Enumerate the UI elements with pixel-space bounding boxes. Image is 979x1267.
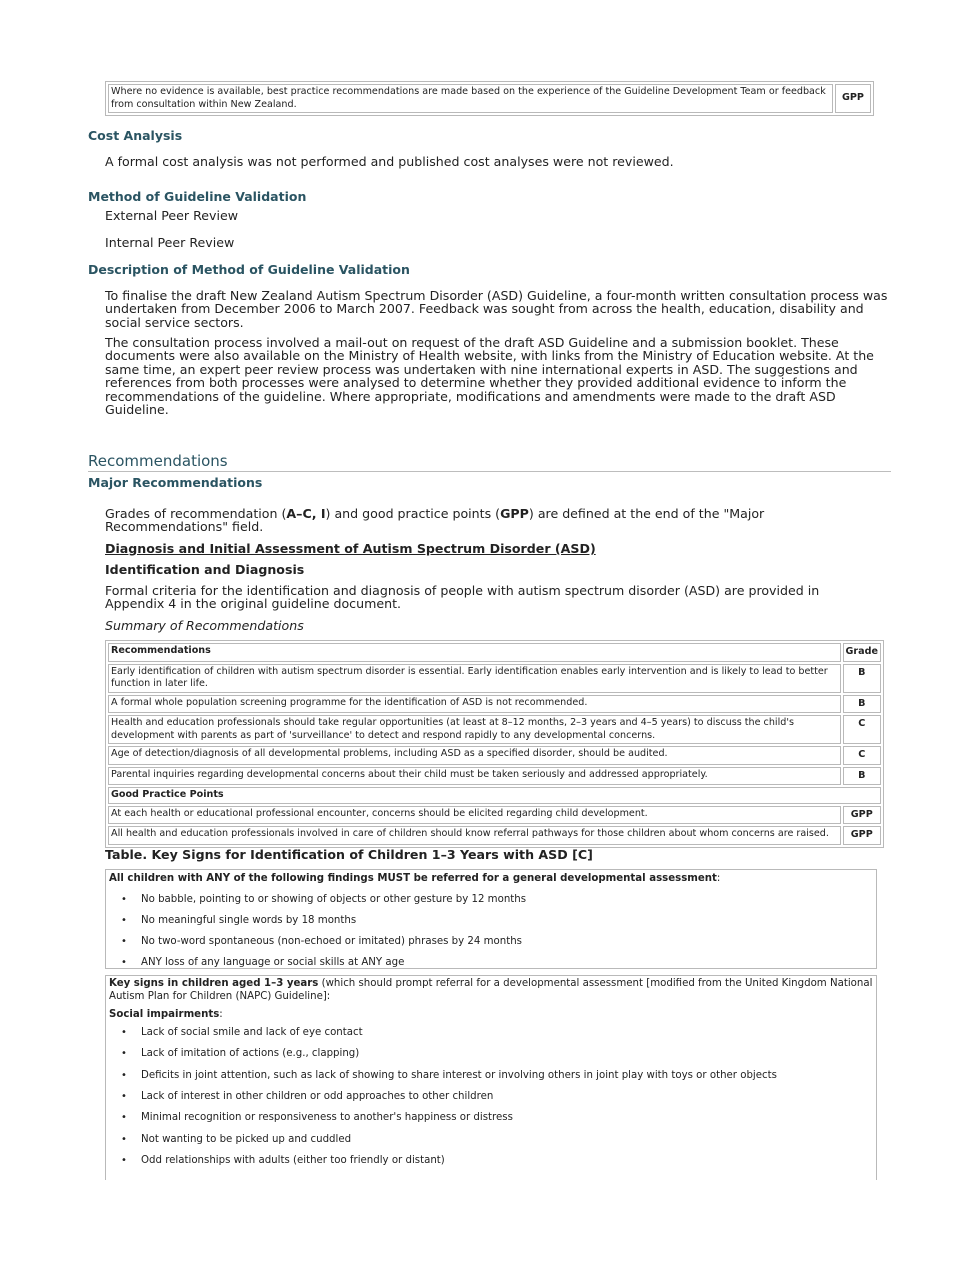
list-item: • ANY loss of any language or social skills at ANY age xyxy=(109,952,873,973)
evidence-table xyxy=(105,81,874,116)
grades-intro-text: ) and good practice points ( xyxy=(325,506,501,521)
grade-cell: B xyxy=(843,767,881,786)
list-item: • Deficits in joint attention, such as lack of showing to share interest or involving others in joint play with toys or other objects xyxy=(109,1065,873,1086)
social-impairments-label: Social impairments: xyxy=(109,1009,223,1021)
diagnosis-heading: Diagnosis and Initial Assessment of Autism Spectrum Disorder (ASD) xyxy=(105,541,596,556)
cost-analysis-text: A formal cost analysis was not performed and published cost analyses were not reviewed. xyxy=(105,154,674,169)
table-row xyxy=(108,826,881,845)
validation-paragraph: The consultation process involved a mail-out on request of the draft ASD Guideline and a submission booklet. These documents were also available on the Ministry of Health website, with links from the Ministry of Education website. At the same time, an expert peer review process was undertaken with nine international experts in ASD. The suggestions and references from both processes were analysed to determine whether they provided additional evidence to inform the recommendations of the guideline. Where appropriate, modifications and amendments were made to the draft ASD Guideline. xyxy=(105,335,874,418)
key-signs-title: Table. Key Signs for Identification of Children 1–3 Years with ASD [C] xyxy=(105,847,593,862)
identification-heading: Identification and Diagnosis xyxy=(105,562,305,577)
column-header: Recommendations xyxy=(108,643,841,662)
grade-cell: C xyxy=(843,715,881,744)
table-cell: Early identification of children with autism spectrum disorder is essential. Early identification enables early intervention and is likely to lead to better function in later life. xyxy=(108,664,841,693)
grades-range: A–C, I xyxy=(286,506,326,521)
table-cell: A formal whole population screening programme for the identification of ASD is not recommended. xyxy=(108,695,841,714)
grade-cell: B xyxy=(843,664,881,693)
box2-heading xyxy=(109,978,874,1003)
box2-heading-rest: (which should prompt referral for a developmental assessment [modified from the United Kingdom National Autism Plan for Children (NAPC) Guideline]: xyxy=(109,978,873,1002)
list-item: • Odd relationships with adults (either too friendly or distant) xyxy=(109,1150,873,1171)
validation-paragraph: To finalise the draft New Zealand Autism Spectrum Disorder (ASD) Guideline, a four-month written consultation process was undertaken from December 2006 to March 2007. Feedback was sought from across the health, education, disability and social service sectors. xyxy=(105,288,888,330)
grade-cell: GPP xyxy=(843,826,881,845)
gpp-heading-cell: Good Practice Points xyxy=(108,787,881,804)
table-row xyxy=(108,84,871,113)
social-list xyxy=(109,1022,873,1171)
validation-item: Internal Peer Review xyxy=(105,235,235,250)
gpp-label: GPP xyxy=(500,506,529,521)
table-row xyxy=(108,715,881,744)
list-item: • Lack of interest in other children or odd approaches to other children xyxy=(109,1086,873,1107)
cost-analysis-heading: Cost Analysis xyxy=(88,128,183,143)
list-item: • No two-word spontaneous (non-echoed or imitated) phrases by 24 months xyxy=(109,931,873,952)
grades-intro-text: ) are defined at the end of the "Major Recommendations" field. xyxy=(105,506,765,535)
key-signs-box-1 xyxy=(105,869,877,969)
grade-cell: GPP xyxy=(835,84,871,113)
box1-heading-text: All children with ANY of the following findings MUST be referred for a general developmental assessment xyxy=(109,873,717,884)
column-header: Grade xyxy=(843,643,881,662)
validation-method-heading: Method of Guideline Validation xyxy=(88,189,307,204)
major-recommendations-heading: Major Recommendations xyxy=(88,475,263,490)
grade-cell: C xyxy=(843,746,881,765)
table-cell: All health and education professionals involved in care of children should know referral pathways for those children about whom concerns are raised. xyxy=(108,826,841,845)
list-item: • Lack of social smile and lack of eye contact xyxy=(109,1022,873,1043)
table-cell: At each health or educational professional encounter, concerns should be elicited regarding child development. xyxy=(108,806,841,825)
box1-list xyxy=(109,889,873,973)
list-item: • Lack of imitation of actions (e.g., clapping) xyxy=(109,1043,873,1064)
table-row xyxy=(108,767,881,786)
social-label-text: Social impairments xyxy=(109,1009,220,1021)
identification-text: Formal criteria for the identification and diagnosis of people with autism spectrum disorder (ASD) are provided in Appendix 4 in the original guideline document. xyxy=(105,583,820,612)
table-row xyxy=(108,695,881,714)
table-header-row xyxy=(108,643,881,662)
list-item: • No meaningful single words by 18 months xyxy=(109,910,873,931)
box2-heading-bold: Key signs in children aged 1–3 years xyxy=(109,978,319,989)
key-signs-box-2 xyxy=(105,975,877,1180)
list-item: • Not wanting to be picked up and cuddled xyxy=(109,1129,873,1150)
grade-cell: B xyxy=(843,695,881,714)
table-cell: Where no evidence is available, best practice recommendations are made based on the experience of the Guideline Development Team or feedback from consultation within New Zealand. xyxy=(108,84,833,113)
table-row xyxy=(108,746,881,765)
recommendations-section-title: Recommendations xyxy=(88,452,891,472)
table-row xyxy=(108,806,881,825)
grade-cell: GPP xyxy=(843,806,881,825)
list-item: • Minimal recognition or responsiveness to another's happiness or distress xyxy=(109,1107,873,1128)
validation-description-heading: Description of Method of Guideline Validation xyxy=(88,262,410,277)
summary-table xyxy=(105,640,884,848)
box1-heading: All children with ANY of the following findings MUST be referred for a general developmental assessment: xyxy=(109,873,721,884)
table-row xyxy=(108,664,881,693)
grades-intro-text: Grades of recommendation ( xyxy=(105,506,287,521)
table-cell: Age of detection/diagnosis of all developmental problems, including ASD as a specified disorder, should be audited. xyxy=(108,746,841,765)
table-cell: Health and education professionals should take regular opportunities (at least at 8–12 months, 2–3 years and 4–5 years) to discuss the child's development with parents as part of 'surveillance' to detect and respond rapidly to any developmental concerns. xyxy=(108,715,841,744)
list-item: • No babble, pointing to or showing of objects or other gesture by 12 months xyxy=(109,889,873,910)
validation-item: External Peer Review xyxy=(105,208,239,223)
table-cell: Parental inquiries regarding developmental concerns about their child must be taken seriously and addressed appropriately. xyxy=(108,767,841,786)
summary-label: Summary of Recommendations xyxy=(105,618,304,633)
grades-intro xyxy=(105,507,835,534)
table-row xyxy=(108,787,881,804)
